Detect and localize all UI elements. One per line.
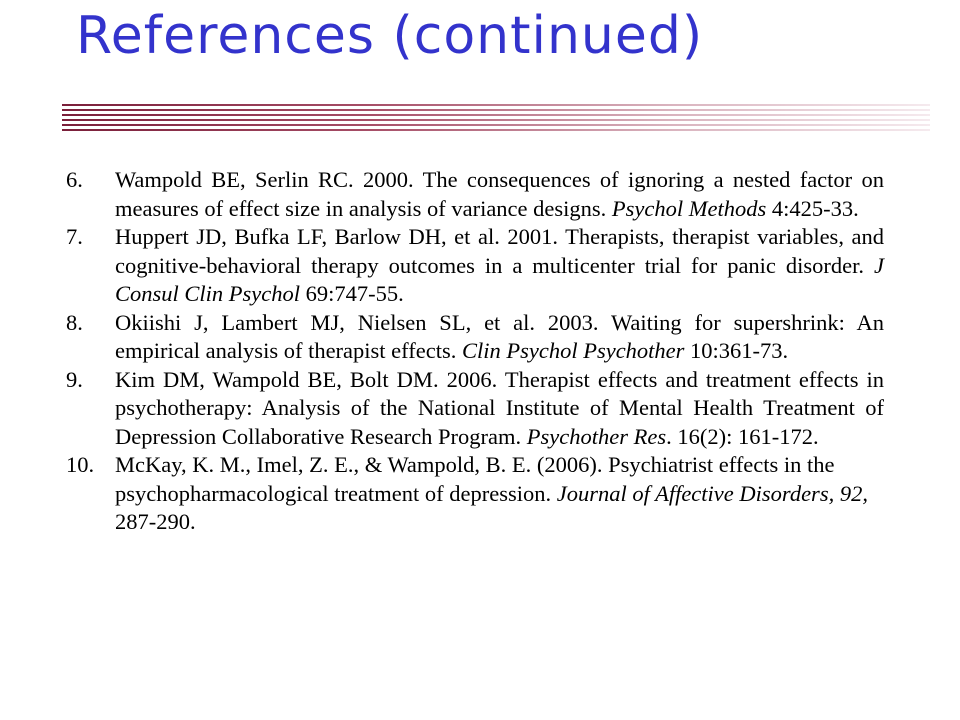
journal-name: Psychol Methods xyxy=(611,195,767,221)
reference-list xyxy=(66,166,884,537)
reference-item xyxy=(66,309,884,366)
reference-item xyxy=(66,166,884,223)
journal-name: Clin Psychol Psychother xyxy=(461,338,685,363)
reference-text: Kim DM, Wampold BE, Bolt DM. 2006. Therapist effects and treatment effects in psychotherapy: Analysis of the National Institute of Mental Health Treatment of Depression Collaborative Research Program. Psychother Res. 16(2): 161-172. xyxy=(115,366,884,449)
journal-name: Psychother Res xyxy=(526,423,667,449)
reference-number: 7. xyxy=(66,224,83,249)
reference-item xyxy=(66,451,884,537)
reference-number: 8. xyxy=(66,309,83,335)
reference-item xyxy=(66,366,884,452)
reference-text: Wampold BE, Serlin RC. 2000. The consequences of ignoring a nested factor on measures of effect size in analysis of variance designs. Psychol Methods 4:425-33. xyxy=(115,167,884,221)
reference-item xyxy=(66,223,884,309)
reference-text: McKay, K. M., Imel, Z. E., & Wampold, B. E. (2006). Psychiatrist effects in the psychopharmacological treatment of depression. Journal of Affective Disorders, 92, 287-290. xyxy=(115,452,868,534)
reference-number: 9. xyxy=(66,366,83,392)
reference-number: 10. xyxy=(66,452,95,477)
journal-name: Journal of Affective Disorders, 92, xyxy=(556,480,868,506)
reference-text: Okiishi J, Lambert MJ, Nielsen SL, et al. 2003. Waiting for supershrink: An empirical analysis of therapist effects. Clin Psychol Psychother 10:361-73. xyxy=(115,309,884,363)
slide-title: References (continued) xyxy=(76,6,704,66)
reference-number: 6. xyxy=(66,167,83,192)
title-divider-lines xyxy=(62,104,930,136)
reference-text: Huppert JD, Bufka LF, Barlow DH, et al. 2001. Therapists, therapist variables, and cognitive-behavioral therapy outcomes in a multicenter trial for panic disorder. J Consul Clin Psychol 69:747-55. xyxy=(115,224,884,306)
journal-name: J Consul Clin Psychol xyxy=(115,252,884,306)
